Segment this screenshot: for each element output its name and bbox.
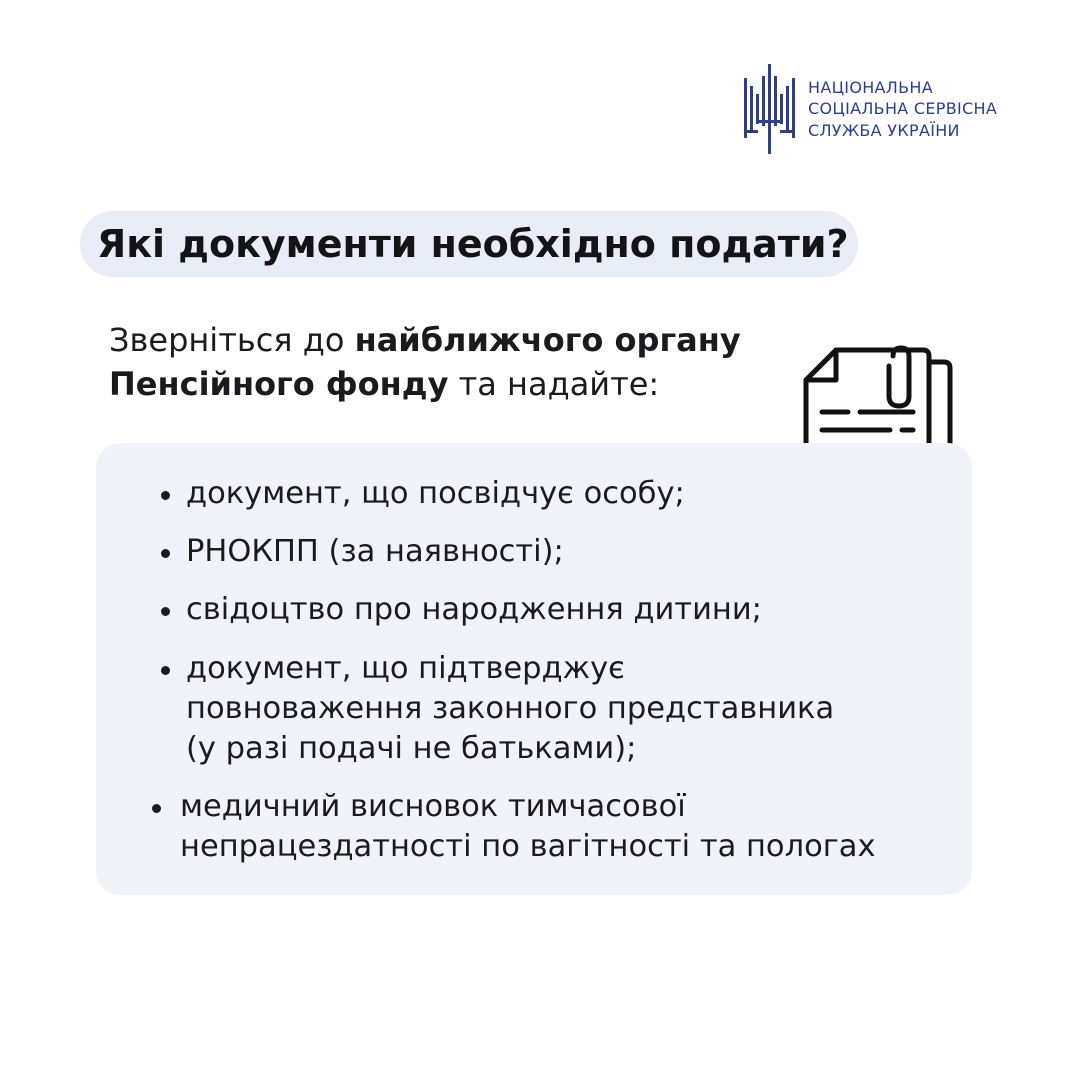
nssu-emblem-icon	[742, 64, 800, 154]
logo-text	[808, 77, 997, 142]
list-item-line: (у разі подачі не батьками);	[186, 731, 637, 766]
bullet-icon	[161, 666, 170, 675]
logo-line: СЛУЖБА УКРАЇНИ	[808, 120, 960, 140]
bullet-icon	[152, 804, 161, 813]
intro-bold: найближчого органу Пенсійного фонду	[109, 321, 741, 403]
list-item	[186, 532, 564, 572]
intro-part2: та надайте:	[448, 365, 660, 403]
list-item-line: непрацездатності по вагітності та пологах	[180, 829, 876, 864]
logo-line: СОЦІАЛЬНА СЕРВІСНА	[808, 99, 998, 119]
logo-line: НАЦІОНАЛЬНА	[808, 77, 933, 97]
nssu-logo	[742, 64, 997, 154]
heading-pill	[80, 211, 858, 277]
list-item-line: повноваження законного представника	[186, 691, 835, 726]
list-item	[180, 787, 876, 867]
list-item-line: документ, що посвідчує особу;	[186, 476, 685, 511]
bullet-icon	[161, 607, 170, 616]
list-item-line: медичний висновок тимчасової	[180, 789, 686, 824]
intro-part1: Зверніться до	[109, 321, 355, 359]
list-item	[186, 649, 834, 769]
page-title: Які документи необхідно подати?	[97, 222, 849, 266]
list-item-line: свідоцтво про народження дитини;	[186, 592, 762, 627]
list-item	[186, 474, 685, 514]
list-item-line: документ, що підтверджує	[186, 651, 625, 686]
intro-text	[109, 318, 799, 406]
list-item-line: РНОКПП (за наявності);	[186, 534, 564, 569]
bullet-icon	[161, 549, 170, 558]
list-item	[186, 590, 762, 630]
bullet-icon	[161, 491, 170, 500]
documents-card	[96, 443, 972, 895]
